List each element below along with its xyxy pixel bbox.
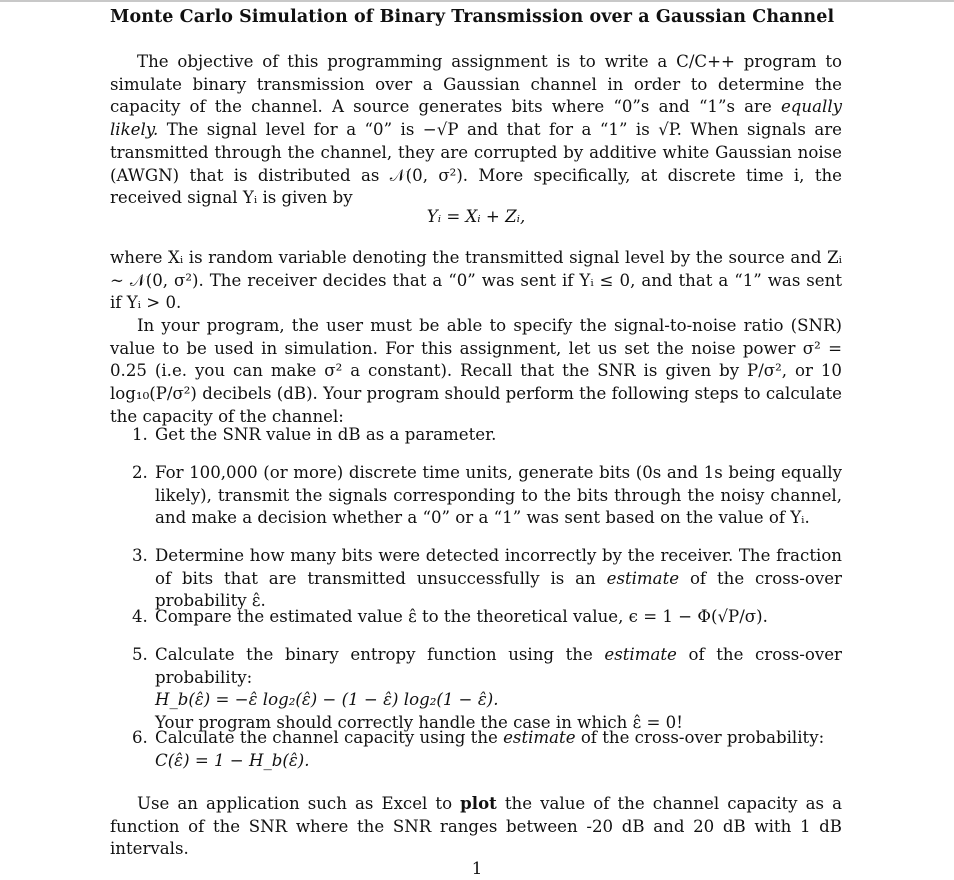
step-text-a: Calculate the binary entropy function using the	[155, 645, 605, 664]
step-body	[155, 545, 842, 613]
intro-paragraph	[110, 51, 842, 210]
step-emphasis: estimate	[503, 728, 576, 747]
step-body	[155, 727, 842, 772]
plot-text-b: the value of the channel capacity as a function of the SNR where the SNR ranges between -20 dB and 20 dB with 1 dB intervals.	[110, 794, 842, 859]
step-emphasis: estimate	[604, 645, 677, 664]
capacity-formula: C(ε̂) = 1 − H_b(ε̂).	[155, 750, 310, 770]
step-number: 6.	[132, 728, 148, 747]
step-text-b: of the cross-over probability:	[575, 728, 825, 747]
step-note: Your program should correctly handle the case in which ε̂ = 0!	[155, 713, 683, 733]
entropy-formula: H_b(ε̂) = −ε̂ log₂(ε̂) − (1 − ε̂) log₂(1 − ε̂).	[155, 690, 499, 710]
step-body	[155, 644, 842, 735]
step-text: Compare the estimated value ε̂ to the theoretical value, ϵ = 1 − Φ(√P/σ).	[155, 607, 768, 626]
step-number: 3.	[132, 546, 148, 565]
received-signal-equation: Yᵢ = Xᵢ + Zᵢ,	[426, 207, 526, 226]
intro-text-b: The signal level for a “0” is −√P and that for a “1” is √P. When signals are transmitted through the channel, they are corrupted by additive white Gaussian noise (AWGN) that is distributed as 𝒩(0, σ²). More specifically, at discrete time i, the received signal Yᵢ is given by	[110, 120, 842, 208]
page-top-border	[0, 0, 954, 2]
definition-paragraph: where Xᵢ is random variable denoting the transmitted signal level by the source and Zᵢ ∼ 𝒩(0, σ²). The receiver decides that a “0” was sent if Yᵢ ≤ 0, and that a “1” was sent if Yᵢ > 0.	[110, 248, 842, 313]
plot-text-a: Use an application such as Excel to	[137, 794, 461, 813]
intro-text-a: The objective of this programming assignment is to write a C/C++ program to simulate binary transmission over a Gaussian channel in order to determine the capacity of the channel. A source generates bits where “0”s and “1”s are	[110, 52, 842, 117]
step-number: 2.	[132, 463, 148, 482]
document-title: Monte Carlo Simulation of Binary Transmission over a Gaussian Channel	[110, 7, 835, 27]
step-text: Get the SNR value in dB as a parameter.	[155, 425, 497, 444]
intro-emphasis: equally likely.	[110, 97, 842, 140]
step-number: 1.	[132, 425, 148, 444]
step-text-b: of the cross-over probability:	[155, 645, 842, 687]
step-number: 5.	[132, 645, 148, 664]
plot-bold: plot	[460, 793, 497, 813]
snr-paragraph: In your program, the user must be able to specify the signal-to-noise ratio (SNR) value to be used in simulation. For this assignment, let us set the noise power σ² = 0.25 (i.e. you can make σ² a constant). Recall that the SNR is given by P/σ², or 10 log₁₀(P/σ²) decibels (dB). Your program should perform the following steps to calculate the capacity of the channel:	[110, 316, 842, 426]
page-number: 1	[471, 859, 483, 878]
step-text-a: Calculate the channel capacity using the	[155, 728, 504, 747]
step-text: For 100,000 (or more) discrete time units, generate bits (0s and 1s being equally likely), transmit the signals corresponding to the bits through the noisy channel, and make a decision whether a “0” or a “1” was sent based on the value of Yᵢ.	[155, 463, 842, 528]
plot-paragraph	[110, 792, 842, 861]
step-emphasis: estimate	[606, 568, 680, 588]
step-number: 4.	[132, 607, 148, 626]
step-text-b: of the cross-over probability ε̂.	[155, 568, 842, 611]
step-text-a: Determine how many bits were detected incorrectly by the receiver. The fraction of bits that are transmitted unsuccessfully is an	[155, 546, 842, 588]
